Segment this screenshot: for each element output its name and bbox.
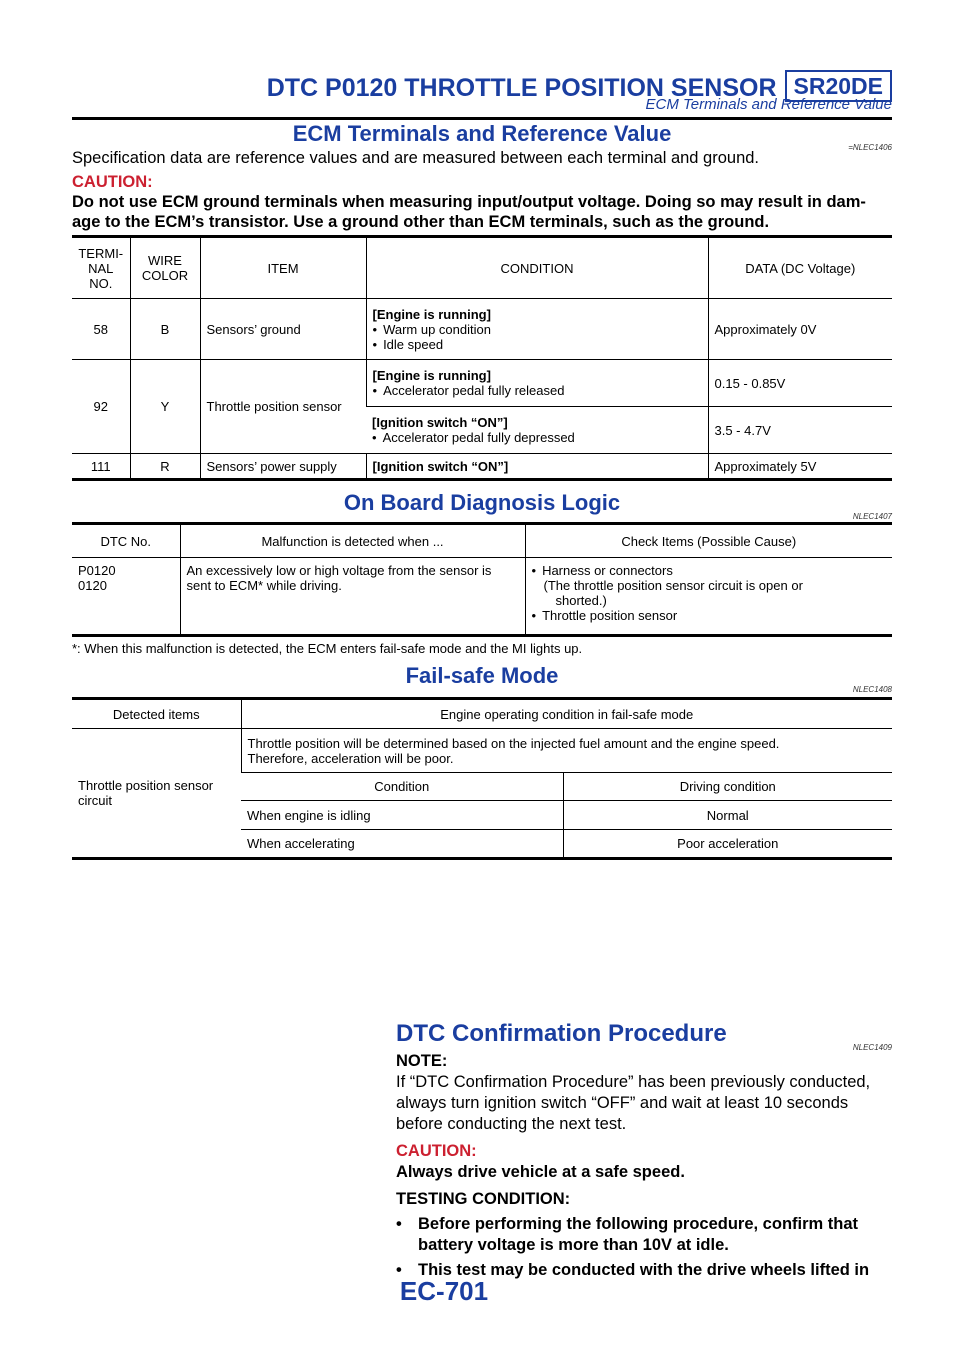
table-row — [72, 729, 892, 773]
data-cell: 3.5 - 4.7V — [708, 407, 892, 454]
bullet-icon: • — [372, 383, 378, 398]
driving-condition-cell: Poor acceleration — [563, 830, 892, 859]
bullet-icon: • — [372, 336, 378, 352]
bullet-icon: • — [531, 563, 537, 578]
caution-text: Always drive vehicle at a safe speed. — [396, 1163, 685, 1181]
condition-heading: [Engine is running] — [372, 306, 491, 322]
check-item — [532, 563, 887, 578]
check-item-text: Harness or connectors — [542, 563, 673, 578]
driving-condition-cell: Normal — [563, 801, 892, 830]
condition-heading: [Engine is running] — [372, 368, 491, 383]
obd-ref-code: NLEC1407 — [852, 512, 892, 521]
ecm-section-title: ECM Terminals and Reference Value — [292, 121, 672, 146]
condition-bullet — [373, 383, 702, 398]
ecm-intro: Specification data are reference values and are measured between each terminal and ground. — [72, 149, 760, 167]
bullet-icon: • — [372, 321, 378, 337]
note-text: before conducting the next test. — [396, 1115, 627, 1133]
testing-condition-text: This test may be conducted with the drive wheels lifted in — [418, 1261, 870, 1279]
check-item-note: (The throttle position sensor circuit is open or — [543, 578, 803, 593]
dtc-confirm-title: DTC Confirmation Procedure — [396, 1020, 727, 1047]
condition-cell: When engine is idling — [241, 801, 563, 830]
detected-item-text: Throttle position sensor — [78, 778, 214, 793]
check-item-text: Throttle position sensor — [542, 608, 678, 623]
table-header-row — [72, 524, 892, 558]
condition-text: Warm up condition — [383, 321, 491, 337]
note-label: NOTE: — [396, 1052, 448, 1070]
wire-color-cell: Y — [130, 360, 200, 454]
failsafe-description-cell — [241, 729, 892, 773]
terminal-cell: 92 — [72, 360, 130, 454]
condition-text: Accelerator pedal fully released — [383, 383, 565, 398]
data-cell: Approximately 5V — [708, 454, 892, 480]
col-malfunction-header: Malfunction is detected when ... — [180, 524, 525, 558]
failsafe-table — [72, 697, 892, 860]
condition-text: Accelerator pedal fully depressed — [382, 430, 575, 445]
condition-heading: [Ignition switch “ON”] — [372, 415, 508, 430]
ecm-caution-label: CAUTION: — [72, 173, 153, 191]
condition-cell — [366, 407, 708, 454]
malfunction-text: sent to ECM* while driving. — [186, 578, 342, 593]
bullet-icon: • — [372, 430, 377, 445]
dtc-code-alt: 0120 — [78, 578, 107, 593]
condition-bullet — [373, 337, 702, 352]
data-cell: 0.15 - 0.85V — [708, 360, 892, 407]
wire-color-cell: B — [130, 299, 200, 360]
failsafe-description: Therefore, acceleration will be poor. — [247, 750, 454, 766]
header-title-text: DTC P0120 THROTTLE POSITION SENSOR — [266, 74, 777, 102]
col-condition-header: CONDITION — [366, 237, 708, 299]
failsafe-section-title: Fail-safe Mode — [405, 663, 559, 688]
col-item-header: ITEM — [200, 237, 366, 299]
bullet-icon: • — [396, 1261, 402, 1279]
col-operating-condition-header: Engine operating condition in fail-safe mode — [241, 699, 892, 729]
condition-cell — [366, 299, 708, 360]
terminal-cell: 111 — [90, 458, 111, 474]
condition-bullet — [373, 322, 702, 337]
page-number: EC-701 — [399, 1276, 489, 1306]
table-row — [72, 454, 892, 480]
table-header-row — [72, 699, 892, 729]
engine-badge: SR20DE — [785, 70, 892, 102]
dtc-confirm-body — [396, 1051, 892, 1281]
obd-section-title: On Board Diagnosis Logic — [343, 490, 621, 515]
col-wire-color-header: WIRE COLOR — [130, 237, 200, 299]
condition-cell: [Ignition switch “ON”] — [366, 454, 708, 480]
dtc-cell — [72, 558, 180, 636]
header-subtitle: ECM Terminals and Reference Value — [645, 96, 892, 113]
col-terminal-header: TERMI- NAL NO. — [72, 237, 130, 299]
terminal-cell: 58 — [72, 299, 130, 360]
condition-cell: When accelerating — [247, 836, 355, 851]
malfunction-text: An excessively low or high voltage from the sensor is — [186, 563, 492, 578]
col-dtc-header: DTC No. — [72, 524, 180, 558]
dtc-confirm-ref-code: NLEC1409 — [852, 1043, 892, 1052]
bullet-icon: • — [531, 608, 537, 623]
table-row — [72, 299, 892, 360]
ecm-ref-code: =NLEC1406 — [848, 143, 892, 152]
check-item — [532, 608, 887, 623]
condition-text: Idle speed — [383, 336, 444, 352]
detected-item-text: circuit — [78, 793, 112, 808]
item-cell: Sensors’ ground — [200, 299, 366, 360]
sub-header-driving-condition: Driving condition — [563, 773, 892, 801]
table-header-row — [72, 237, 892, 299]
item-cell: Sensors’ power supply — [200, 454, 366, 480]
note-text: always turn ignition switch “OFF” and wait at least 10 seconds — [396, 1094, 849, 1112]
table-row — [72, 360, 892, 407]
bullet-icon: • — [396, 1215, 402, 1233]
malfunction-cell — [180, 558, 525, 636]
sub-header-condition: Condition — [241, 773, 563, 801]
col-detected-items-header: Detected items — [72, 699, 241, 729]
ecm-terminals-table — [72, 235, 892, 481]
testing-condition-label: TESTING CONDITION: — [396, 1190, 571, 1208]
ecm-caution-line-1: Do not use ECM ground terminals when measuring input/output voltage. Doing so may result in dam- — [72, 193, 866, 211]
col-data-header: DATA (DC Voltage) — [708, 237, 892, 299]
ecm-caution-line-2: age to the ECM’s transistor. Use a ground other than ECM terminals, such as the ground. — [72, 213, 770, 231]
testing-condition-text: Before performing the following procedure, confirm that battery voltage is more than 10V at idle. — [418, 1215, 859, 1254]
condition-bullet — [372, 430, 702, 445]
condition-cell — [366, 360, 708, 407]
dtc-code: P0120 — [78, 563, 116, 578]
note-text: If “DTC Confirmation Procedure” has been previously conducted, — [396, 1073, 871, 1091]
testing-condition-item — [396, 1214, 892, 1256]
obd-logic-table — [72, 522, 892, 637]
detected-item-cell — [72, 729, 241, 859]
data-cell: Approximately 0V — [708, 299, 892, 360]
col-check-items-header: Check Items (Possible Cause) — [525, 524, 892, 558]
failsafe-ref-code: NLEC1408 — [852, 685, 892, 694]
table-row — [72, 558, 892, 636]
check-item-note: shorted.) — [555, 593, 607, 608]
failsafe-description: Throttle position will be determined based on the injected fuel amount and the engine speed. — [247, 735, 780, 751]
item-cell: Throttle position sensor — [200, 360, 366, 454]
obd-footnote: *: When this malfunction is detected, the ECM enters fail-safe mode and the MI lights up. — [72, 641, 583, 656]
caution-label: CAUTION: — [396, 1142, 477, 1160]
header-rule — [72, 117, 892, 120]
wire-color-cell: R — [130, 454, 200, 480]
check-items-cell — [525, 558, 892, 636]
